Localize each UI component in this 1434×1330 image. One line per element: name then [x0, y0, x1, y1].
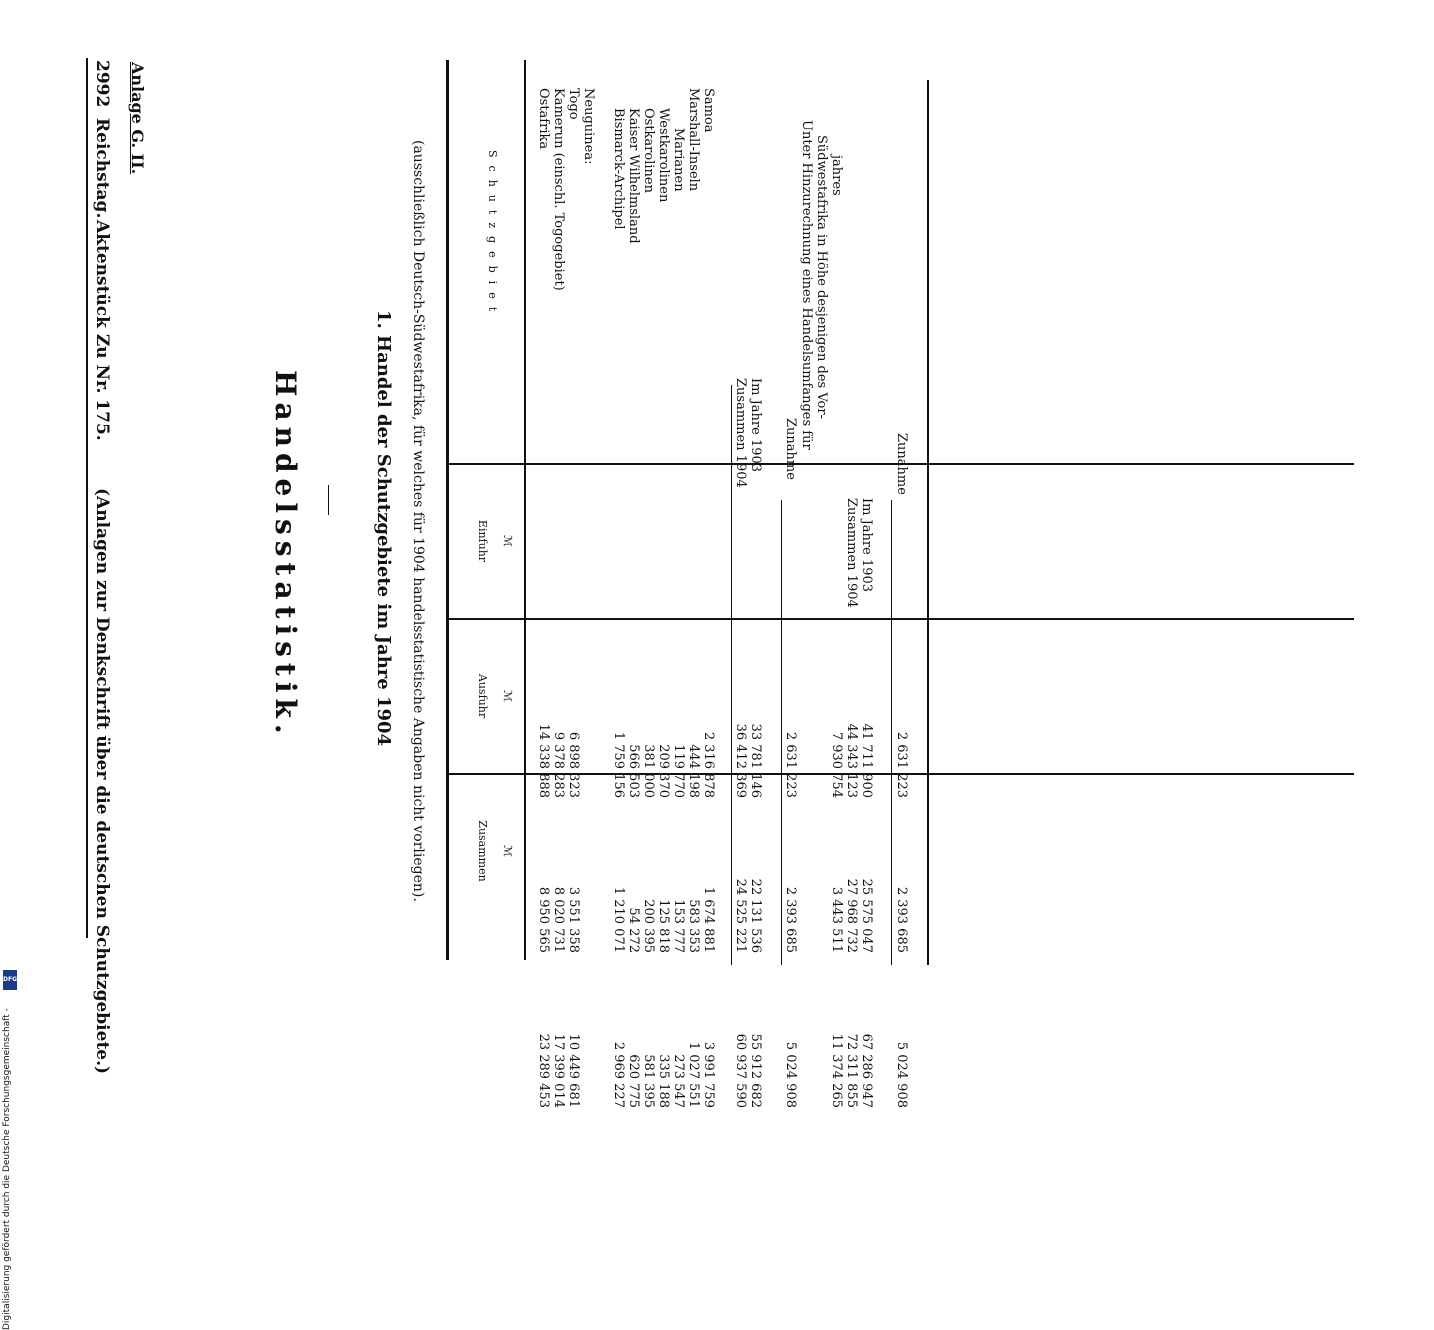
- row-total: 5 024 908: [783, 1041, 798, 1108]
- row-export: 8 020 731: [551, 886, 566, 953]
- row-label: Zunahme: [894, 433, 909, 495]
- header-rule: [86, 58, 88, 938]
- table-top-rule: [446, 60, 449, 960]
- row-import: 444 198: [686, 744, 701, 798]
- row-export: 25 575 047: [859, 878, 874, 953]
- column-unit-total: ℳ: [501, 845, 514, 857]
- row-label: Im Jahre 1903: [748, 378, 763, 473]
- table-header-rule: [524, 60, 526, 960]
- row-label: jahres: [829, 155, 844, 196]
- row-import: 119 770: [671, 744, 686, 798]
- row-label: Ostafrika: [536, 88, 551, 150]
- addendum-text: Unter Hinzurechnung eines Handelsumfanges für: [799, 120, 814, 450]
- section-title: 1. Handel der Schutzgebiete im Jahre 1904: [373, 310, 394, 747]
- row-export: 125 818: [656, 899, 671, 953]
- addendum-text: Südwestafrika in Höhe desjenigen des Vor-: [814, 135, 829, 419]
- column-header-region: Schutzgebiet: [486, 150, 499, 320]
- row-total: 67 286 947: [859, 1033, 874, 1108]
- column-header-export: Ausfuhr: [476, 673, 489, 719]
- row-total: 1 027 551: [686, 1041, 701, 1108]
- row-import: 44 343 123: [844, 723, 859, 798]
- row-label: Kaiser Wilhelmsland: [626, 108, 641, 244]
- row-label: Marianen: [671, 128, 686, 192]
- document-subtitle: (Anlagen zur Denkschrift über die deutschen Schutzgebiete.): [92, 488, 112, 1075]
- row-import: 1 759 156: [611, 731, 626, 798]
- row-total: 273 547: [671, 1054, 686, 1108]
- row-export: 3 551 358: [566, 886, 581, 953]
- row-export: 583 353: [686, 899, 701, 953]
- row-total: 17 399 014: [551, 1033, 566, 1108]
- document-subject: Aktenstück Zu Nr. 175.: [92, 220, 112, 441]
- row-total: 3 991 759: [701, 1041, 716, 1108]
- row-label: Marshall-Inseln: [686, 88, 701, 192]
- row-label: Kamerun (einschl. Togogebiet): [551, 88, 566, 291]
- table-row: [566, 88, 581, 1108]
- table-row: [551, 88, 566, 1108]
- row-total: 10 449 681: [566, 1033, 581, 1108]
- row-import: 6 898 323: [566, 731, 581, 798]
- dfg-credit: [2, 614, 18, 1330]
- row-import: 33 781 146: [748, 723, 763, 798]
- column-header-total: Zusammen: [476, 820, 489, 882]
- subtotal-row: [748, 88, 763, 1108]
- row-import: 381 000: [641, 744, 656, 798]
- dfg-credit-text: Digitalisierung gefördert durch die Deutsche Forschungsgemeinschaft -: [2, 1008, 12, 1330]
- table-row-group-heading: [582, 88, 596, 968]
- row-export: 24 525 221: [733, 878, 748, 953]
- total-difference-rule: [891, 500, 892, 965]
- row-total: 11 374 265: [829, 1033, 844, 1108]
- row-export: 1 210 071: [611, 886, 626, 953]
- row-total: 23 289 453: [536, 1033, 551, 1108]
- column-header-import: Einfuhr: [476, 519, 489, 563]
- table-row: [656, 108, 671, 1108]
- row-export: 1 674 881: [701, 886, 716, 953]
- row-import: 36 412 369: [733, 723, 748, 798]
- row-import: 14 338 888: [536, 723, 551, 798]
- row-import: 7 930 754: [829, 731, 844, 798]
- addendum-row: [829, 88, 844, 1108]
- row-export: 2 393 685: [783, 886, 798, 953]
- table-row: [641, 108, 656, 1108]
- row-label: Togo: [566, 88, 581, 120]
- publication-name: Reichstag.: [92, 118, 112, 219]
- row-total: 60 937 590: [733, 1033, 748, 1108]
- title-rule: [328, 485, 329, 515]
- table-row: [611, 108, 626, 1108]
- table-row: [626, 108, 641, 1108]
- difference-rule: [781, 500, 782, 965]
- row-export: 22 131 536: [748, 878, 763, 953]
- column-unit-export: ℳ: [501, 690, 514, 702]
- table-row: [671, 128, 686, 1108]
- row-total: 2 969 227: [611, 1041, 626, 1108]
- row-label: Neuguinea:: [581, 88, 596, 165]
- page-number: 2992: [92, 60, 112, 108]
- row-label: Zusammen 1904: [733, 378, 748, 488]
- subtotal-row: [783, 88, 798, 1108]
- row-export: 153 777: [671, 899, 686, 953]
- table-row: [701, 88, 716, 1108]
- row-import: 41 711 900: [859, 723, 874, 798]
- subtotal-rule: [731, 385, 732, 965]
- row-total: 581 395: [641, 1054, 656, 1108]
- row-export: 54 272: [626, 907, 641, 953]
- row-import: 2 631 223: [894, 731, 909, 798]
- total-row: [859, 88, 874, 1108]
- subtotal-row: [733, 88, 748, 1108]
- row-export: 2 393 685: [894, 886, 909, 953]
- row-total: 55 912 682: [748, 1033, 763, 1108]
- row-label: Zusammen 1904: [844, 498, 859, 608]
- row-export: 27 968 732: [844, 878, 859, 953]
- annex-label: Anlage G. II.: [128, 62, 147, 175]
- row-export: 200 395: [641, 899, 656, 953]
- row-label: Bismarck-Archipel: [611, 108, 626, 230]
- row-import: 2 316 878: [701, 731, 716, 798]
- row-import: 566 503: [626, 744, 641, 798]
- row-label: Westkarolinen: [656, 108, 671, 203]
- total-row: [894, 88, 909, 1108]
- row-import: 209 370: [656, 744, 671, 798]
- row-export: 8 950 565: [536, 886, 551, 953]
- row-label: Samoa: [701, 88, 716, 133]
- total-row: [844, 88, 859, 1108]
- row-total: 72 311 855: [844, 1033, 859, 1108]
- row-label: Ostkarolinen: [641, 108, 656, 193]
- dfg-logo: DFG: [3, 970, 17, 990]
- main-title: Handelsstatistik.: [269, 370, 302, 740]
- row-total: 335 188: [656, 1054, 671, 1108]
- table-row: [536, 88, 551, 1108]
- row-import: 2 631 223: [783, 731, 798, 798]
- row-label: Im Jahre 1903: [859, 498, 874, 593]
- row-export: 3 443 511: [829, 886, 844, 953]
- section-note: (ausschließlich Deutsch-Südwestafrika, für welches für 1904 handelsstatistische Angaben nicht vorliegen).: [410, 140, 426, 902]
- table-bottom-rule: [927, 80, 929, 965]
- column-unit-import: ℳ: [501, 535, 514, 547]
- table-row: [686, 88, 701, 1108]
- row-label: Zunahme: [783, 418, 798, 480]
- row-total: 620 775: [626, 1054, 641, 1108]
- row-total: 5 024 908: [894, 1041, 909, 1108]
- row-import: 9 378 283: [551, 731, 566, 798]
